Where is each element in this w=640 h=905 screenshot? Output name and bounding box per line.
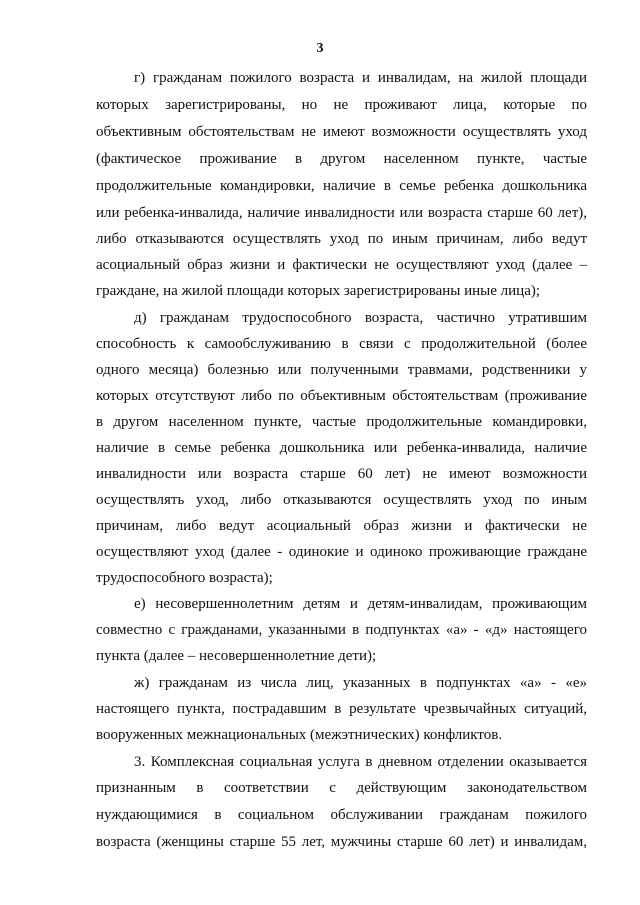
text-line: которых отсутствуют либо по объективным обстоятельствам (проживание xyxy=(96,388,587,404)
text-line: пункта (далее – несовершеннолетние дети); xyxy=(96,648,377,664)
text-line: ж) гражданам из числа лиц, указанных в подпунктах «а» - «е» xyxy=(134,675,587,691)
text-line: либо отказываются осуществлять уход по иным причинам, либо ведут xyxy=(96,231,587,247)
text-line: инвалидности или возраста старше 60 лет) не имеют возможности xyxy=(96,466,587,482)
text-line: наличие в семье ребенка дошкольника или ребенка-инвалида, наличие xyxy=(96,440,587,456)
text-line: настоящего пункта, пострадавшим в результате чрезвычайных ситуаций, xyxy=(96,701,587,717)
text-line: объективным обстоятельствам не имеют возможности осуществлять уход xyxy=(96,124,587,140)
text-line: д) гражданам трудоспособного возраста, частично утратившим xyxy=(134,310,587,326)
text-line: в другом населенном пункте, частые продолжительные командировки, xyxy=(96,414,587,430)
text-line: совместно с гражданами, указанными в подпунктах «а» - «д» настоящего xyxy=(96,622,587,638)
text-line: или ребенка-инвалида, наличие инвалидности или возраста старше 60 лет), xyxy=(96,205,587,221)
text-line: которых зарегистрированы, но не проживают лица, которые по xyxy=(96,97,587,113)
text-line: трудоспособного возраста); xyxy=(96,570,273,586)
text-line: (фактическое проживание в другом населенном пункте, частые xyxy=(96,151,587,167)
text-line: асоциальный образ жизни и фактически не осуществляют уход (далее – xyxy=(96,257,587,273)
text-line: причинам, либо ведут асоциальный образ жизни и фактически не xyxy=(96,518,587,534)
text-line: одного месяца) болезнью или полученными травмами, родственники у xyxy=(96,362,587,378)
text-line: нуждающимися в социальном обслуживании гражданам пожилого xyxy=(96,807,587,823)
text-line: 3. Комплексная социальная услуга в дневном отделении оказывается xyxy=(134,754,587,770)
text-line: признанным в соответствии с действующим законодательством xyxy=(96,780,587,796)
text-line: граждане, на жилой площади которых зарегистрированы иные лица); xyxy=(96,283,541,299)
text-line: осуществлять уход, либо отказываются осуществлять уход по иным xyxy=(96,492,587,508)
page-number: 3 xyxy=(316,41,324,56)
text-line: г) гражданам пожилого возраста и инвалидам, на жилой площади xyxy=(134,70,587,86)
text-line: продолжительные командировки, наличие в семье ребенка дошкольника xyxy=(96,178,587,194)
text-line: е) несовершеннолетним детям и детям-инвалидам, проживающим xyxy=(134,596,587,612)
text-line: вооруженных межнациональных (межэтнических) конфликтов. xyxy=(96,727,503,743)
text-line: осуществляют уход (далее - одинокие и одиноко проживающие граждане xyxy=(96,544,587,560)
text-line: способность к самообслуживанию в связи с продолжительной (более xyxy=(96,336,587,352)
text-line: возраста (женщины старше 55 лет, мужчины старше 60 лет) и инвалидам, xyxy=(96,834,587,850)
